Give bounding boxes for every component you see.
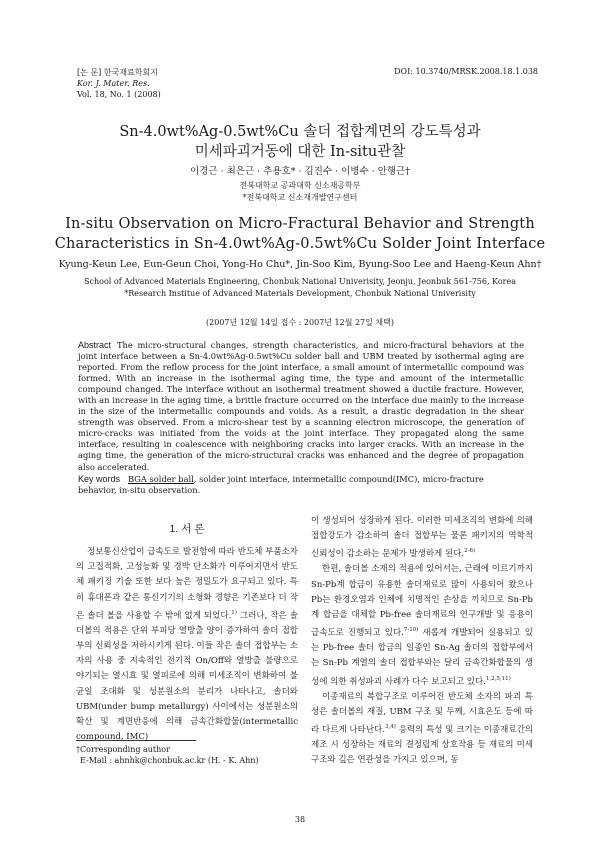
title-english-line2: Characteristics in Sn-4.0wt%Ag-0.5wt%Cu Solder Joint Interface [54, 236, 546, 252]
section-heading-introduction: 1. 서 론 [169, 523, 205, 535]
page-number: 38 [294, 815, 306, 824]
footnote [76, 744, 259, 766]
journal-name: [논 문] 한국재료학회지 [77, 68, 158, 77]
reference: 7-10) [403, 627, 419, 634]
paragraph [311, 690, 533, 769]
title-korean-line2: 미세파괴거동에 대한 In-situ관찰 [194, 144, 406, 160]
footnote-divider [76, 740, 196, 741]
doi: DOI: 10.3740/MRSK.2008.18.1.038 [394, 67, 538, 76]
affiliation-korean [0, 180, 600, 204]
corresponding-author: †Corresponding author [76, 745, 170, 754]
paragraph-text: 이종재료의 복합구조로 이루어진 반도체 소자의 파괴 특성은 솔더볼의 재질, UBM 구조 및 두께, 시효온도 등에 따라 다르게 나타난다. [311, 691, 533, 735]
affiliation-korean-line2: *전북대학교 신소재개발연구센터 [242, 193, 358, 202]
journal-volume: Vol. 18, No. 1 (2008) [77, 90, 161, 99]
title-english [0, 214, 600, 254]
left-column [76, 545, 298, 745]
paragraph-text: 한편, 솔더볼 소재의 적용에 있어서는, 근래에 이르기까지 Sn-Pb계 합금이 유용한 솔더재료로 많이 사용되어 왔으나 Pb는 환경오염과 인체에 치명적인 손상을 끼치므로 Sn-Pb계 합금을 대체할 Pb-free 솔더재료의 연구개발 및 응용이 급속도로 진행되고 있다. [311, 564, 533, 639]
keywords-rest: , solder joint interface, intermetallic compound(IMC), micro-fracture behavior, in-situ observation. [78, 474, 484, 496]
paragraph [311, 562, 533, 689]
reference: 1,2,5,11) [485, 675, 511, 682]
paragraph-text: 이 생성되어 성장하게 된다. 이러한 미세조직의 변화에 의해 접합강도가 감소하여 솔더 접합부는 물론 패키지의 역학적 신뢰성이 감소하는 문제가 발생하게 된다. [311, 516, 533, 560]
paragraph-text: 그러나, 작은 솔더볼의 적용은 단위 부피당 열방출 양이 증가하여 솔더 접합부의 신뢰성을 저하시키게 된다. 이들 작은 솔더 접합부는 소자의 사용 중 지속적인 전기적 On/Off와 열방출 불량으로 야기되는 열시효 및 열피로에 의해 미세조직이 변화하여 불균일 조대화 및 성분원소의 분리가 나타나고, 솔더와 UBM(under bump metallurgy) 사이에서는 성분원소의 확산 및 계면반응에 의해 금속간화합물(intermetallic compound, IMC) [76, 610, 298, 743]
journal-header [77, 67, 161, 100]
title-korean-line1: Sn-4.0wt%Ag-0.5wt%Cu 솔더 접합계면의 강도특성과 [119, 124, 481, 140]
right-column [311, 514, 533, 769]
received-date: (2007년 12월 14일 접수 : 2007년 12월 27일 채택) [206, 318, 394, 327]
affiliation-english-line2: *Research Institue of Advanced Materials Development, Chonbuk National Univerisity [124, 289, 476, 298]
abstract-label: Abstract [78, 340, 112, 350]
abstract [78, 340, 524, 473]
title-english-line1: In-situ Observation on Micro-Fractural Behavior and Strength [65, 216, 535, 232]
authors-korean: 이경근 · 최은근 · 추용호* · 김진수 · 이병수 · 안행근† [190, 166, 410, 177]
affiliation-english [0, 276, 600, 300]
paragraph [311, 514, 533, 562]
affiliation-korean-line1: 전북대학교 공과대학 신소재공학부 [239, 181, 361, 190]
reference: 3,4) [384, 724, 396, 731]
paragraph-text: 정보통신산업이 급속도로 발전함에 따라 반도체 부품소자의 고집적화, 고성능화 및 경박 단소화가 이루어지면서 반도체 패키징 기술 또한 보다 높은 정밀도가 요구되고 있다. 특히 휴대폰과 같은 통신기기의 소형화 경향은 기존보다 더 작은 솔더 볼을 사용할 수 밖에 없게 되었다. [76, 547, 298, 621]
keywords [78, 474, 524, 496]
keywords-label: Key words [78, 474, 121, 484]
author-email: E-Mail : ahnhk@chonbuk.ac.kr (H. - K. Ahn) [80, 756, 259, 765]
keyword-first: BGA solder ball [128, 474, 194, 484]
affiliation-english-line1: School of Advanced Materials Engineering, Chonbuk National Univerisity, Jeonju, Jeonbuk 561-756, Korea [84, 277, 516, 286]
abstract-text: The micro-structural changes, strength characteristics, and micro-fractural behaviors at the joint interface between a Sn-4.0wt%Ag-0.5wt%Cu solder ball and UBM treated by isothermal aging are reported. From the reflow process for the joint interface, a small amount of intermetallic compound was formed. With an increase in the isothermal aging time, the type and amount of the intermetallic compound changed. The interface without an isothermal treatment showed a ductile fracture. However, with an increase in the aging time, a brittle fracture occurred on the interface due mainly to the increase in the size of the intermetallic compounds and voids. As a result, a drastic degradation in the shear strength was observed. From a micro-shear test by a scanning electron microscope, the generation of micro-cracks was initiated from the voids at the joint interface. They propagated along the same interface, resulting in coalescence with neighboring cracks into larger cracks. With an increase in the aging time, the generation of the micro-structural cracks was enhanced and the degree of propagation also accelerated. [78, 340, 524, 472]
reference: 2-6) [464, 548, 476, 555]
title-korean [0, 122, 600, 162]
authors-english: Kyung-Keun Lee, Eun-Geun Choi, Yong-Ho Chu*, Jin-Soo Kim, Byung-Soo Lee and Haeng-Keun Ahn† [58, 259, 542, 270]
paragraph-text: 응력의 특성 및 크기는 이종재료간의 제조 시 성장하는 재료의 결정립계 상호작용 등 재료의 미세구조와 깊은 연관성을 가지고 있으며, 동 [311, 724, 533, 766]
journal-name-en: Kor. J. Mater. Res. [77, 79, 150, 88]
paragraph [76, 545, 298, 745]
reference: 1) [231, 609, 237, 616]
paragraph-text: 새롭게 개발되어 실용되고 있는 Pb-free 솔더 합금의 일종인 Sn-Ag 솔더의 접합부에서는 Sn-Pb 계열의 솔더 접합부와는 달리 금속간화합물의 생성에 의한 취성파괴 사례가 다수 보고되고 있다. [311, 628, 533, 687]
